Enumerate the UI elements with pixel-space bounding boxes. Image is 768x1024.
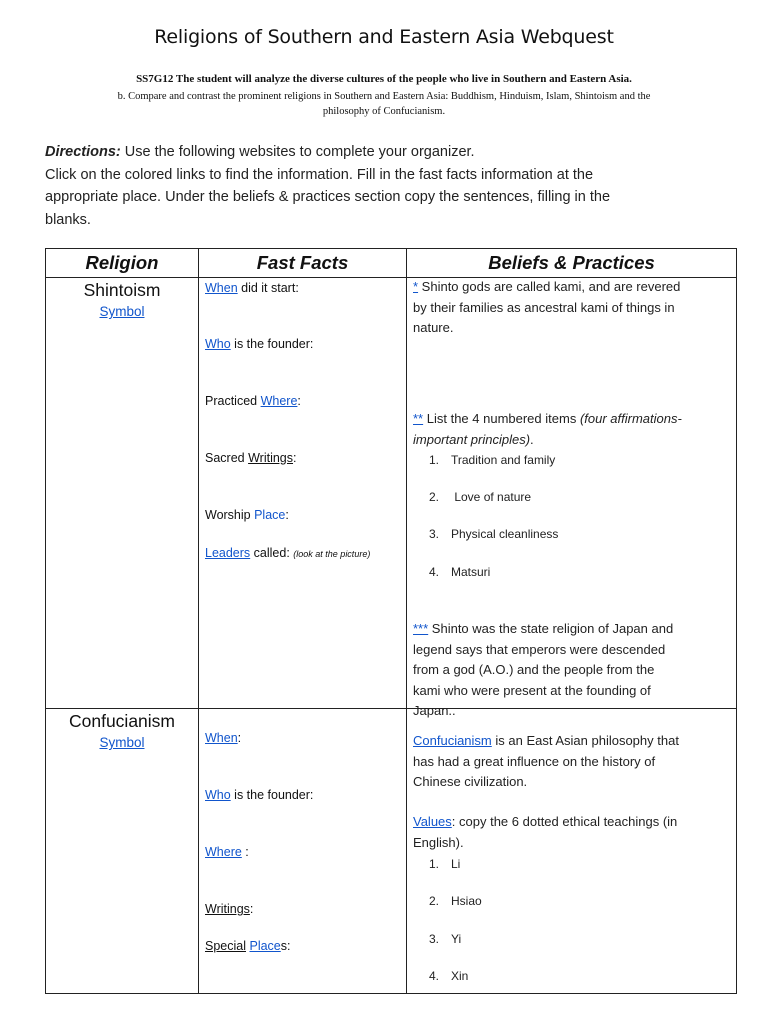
conf-who-link[interactable]: Who (205, 788, 231, 802)
table-row-confucianism (46, 709, 737, 994)
table-header-row (46, 249, 737, 278)
belief-text: English). (413, 834, 464, 850)
header-religion: Religion (46, 249, 199, 278)
shinto-who-link[interactable]: Who (205, 337, 231, 351)
page-title: Religions of Southern and Eastern Asia Webquest (154, 26, 614, 48)
shinto-writings-link[interactable]: Writings (248, 451, 294, 465)
list-item (429, 966, 468, 987)
ff-conf-who (199, 788, 313, 802)
belief-text: Chinese civilization. (413, 774, 528, 789)
standard-code: SS7G12 The student will analyze the diverse cultures of the people who live in Southern and Eastern Asia. (136, 73, 632, 85)
list-number: 4. (429, 969, 440, 983)
directions-line-4: blanks. (45, 211, 91, 228)
conf-belief-2 (413, 812, 677, 853)
belief-text: Japan.. (413, 703, 456, 718)
list-text: Hsiao (451, 894, 482, 908)
ff-conf-when (199, 731, 241, 745)
ff-conf-where (199, 845, 249, 859)
shinto-where-link[interactable]: Where (260, 394, 298, 408)
ff-shinto-leaders (199, 546, 370, 560)
list-item (429, 487, 531, 508)
list-text: Love of nature (451, 490, 532, 504)
ff-label: called: (250, 546, 294, 560)
ff-label: : (293, 451, 297, 465)
ff-label: s: (280, 939, 291, 953)
ff-label: Worship (205, 508, 255, 522)
values-link[interactable]: Values (413, 814, 452, 829)
standard-element-b (40, 89, 728, 119)
conf-writings-link[interactable]: Writings (205, 902, 250, 916)
directions-line-3: appropriate place. Under the beliefs & practices section copy the sentences, filling in the (45, 189, 611, 205)
beliefs-cell-confucianism (407, 709, 737, 994)
list-item (429, 854, 460, 875)
belief-text: from a god (A.O.) and the people from the (413, 662, 655, 677)
organizer-table (45, 248, 737, 994)
belief-text: has had a great influence on the history of (413, 753, 656, 769)
shintoism-symbol-link[interactable]: Symbol (99, 304, 145, 319)
ff-label: did it start: (237, 281, 299, 295)
header-fast-facts: Fast Facts (199, 249, 407, 278)
shinto-when-link[interactable]: When (205, 281, 238, 295)
ff-conf-writings (199, 902, 253, 916)
list-text: Physical cleanliness (451, 527, 559, 541)
ff-conf-places (199, 939, 291, 953)
belief-text: (four affirmations- (579, 411, 682, 426)
shinto-belief-3 (413, 619, 673, 722)
ff-shinto-writings (199, 451, 297, 465)
list-number: 2. (429, 894, 440, 908)
conf-belief-1 (413, 731, 679, 793)
religion-name-confucianism: Confucianism (68, 711, 176, 731)
confucianism-link[interactable]: Confucianism (413, 733, 492, 748)
belief-text: is an East Asian philosophy that (491, 733, 679, 748)
directions (45, 141, 735, 231)
ff-shinto-place (199, 508, 289, 522)
ff-label: Sacred (205, 451, 249, 465)
ff-label: Practiced (205, 394, 261, 408)
header-beliefs-practices: Beliefs & Practices (407, 249, 737, 278)
shinto-star3-link[interactable]: *** (413, 621, 429, 636)
list-item (429, 891, 482, 912)
standard-b-line-1: b. Compare and contrast the prominent religions in Southern and Eastern Asia: Buddhism, Hinduism, Islam, Shintoism and the (117, 91, 651, 102)
conf-when-link[interactable]: When (205, 731, 238, 745)
standard-b-line-2: philosophy of Confucianism. (322, 106, 446, 117)
list-number: 2. (429, 490, 440, 504)
fast-facts-cell-shintoism (199, 278, 407, 709)
shinto-leaders-link[interactable]: Leaders (205, 546, 251, 560)
directions-label: Directions: (45, 144, 121, 160)
list-number: 1. (429, 857, 440, 871)
list-item (429, 450, 555, 471)
belief-text: legend says that emperors were descended (413, 641, 666, 657)
table-row-shintoism (46, 278, 737, 709)
list-text: Matsuri (451, 565, 491, 579)
beliefs-cell-shintoism (407, 278, 737, 718)
ff-label: : (297, 394, 301, 408)
ff-shinto-who (199, 337, 313, 351)
ff-note: (look at the picture) (293, 549, 371, 559)
ff-shinto-where (199, 394, 301, 408)
list-item (429, 562, 490, 583)
conf-place-link[interactable]: Place (249, 939, 281, 953)
list-text: Yi (451, 932, 462, 946)
belief-text: nature. (413, 320, 454, 335)
belief-text: . (530, 431, 534, 447)
religion-cell-confucianism (46, 709, 199, 994)
belief-text: Shinto was the state religion of Japan and (428, 621, 674, 636)
ff-label: is the founder: (230, 788, 314, 802)
fast-facts-cell-confucianism (199, 709, 407, 994)
directions-line-2: Click on the colored links to find the information. Fill in the fast facts information at the (45, 166, 594, 183)
ff-label: : (237, 731, 242, 745)
belief-text: by their families as ancestral kami of things in (413, 299, 675, 315)
list-number: 1. (429, 453, 440, 467)
shinto-belief-1 (413, 277, 680, 339)
ff-label: : (249, 902, 254, 916)
directions-line-1: Use the following websites to complete your organizer. (120, 144, 475, 160)
religion-name-shintoism: Shintoism (83, 280, 161, 300)
belief-text: Shinto gods are called kami, and are revered (418, 279, 681, 294)
list-number: 4. (429, 565, 440, 579)
belief-text: kami who were present at the founding of (413, 682, 651, 698)
list-text: Li (451, 857, 461, 871)
list-number: 3. (429, 527, 440, 541)
religion-cell-shintoism (46, 278, 199, 709)
shinto-star2-link[interactable]: ** (413, 411, 424, 426)
belief-text: important principles) (413, 431, 531, 447)
list-number: 3. (429, 932, 440, 946)
belief-text: List the 4 numbered items (423, 411, 580, 426)
shinto-belief-2 (413, 409, 682, 450)
belief-text: : copy the 6 dotted ethical teachings (in (451, 814, 678, 829)
conf-special-link[interactable]: Special (205, 939, 246, 953)
list-item (429, 524, 558, 545)
conf-where-link[interactable]: Where (205, 845, 242, 859)
shinto-place-link[interactable]: Place (254, 508, 286, 522)
list-text: Tradition and family (451, 453, 556, 467)
ff-label: : (285, 508, 289, 522)
list-item (429, 929, 461, 950)
ff-label: : (241, 845, 249, 859)
ff-label: is the founder: (230, 337, 314, 351)
ff-shinto-when (199, 281, 299, 295)
shinto-star1-link[interactable]: * (413, 279, 419, 294)
confucianism-symbol-link[interactable]: Symbol (99, 735, 145, 750)
list-text: Xin (451, 969, 469, 983)
